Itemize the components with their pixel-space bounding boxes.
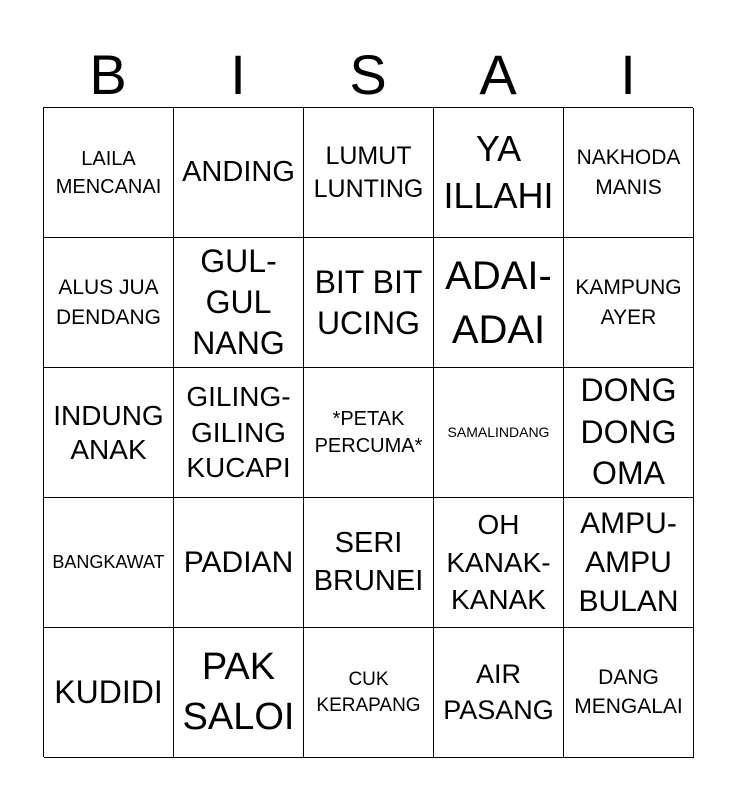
- bingo-cell[interactable]: SERI BRUNEI: [304, 498, 434, 628]
- header-letter-b: B: [89, 43, 127, 106]
- bingo-cell[interactable]: OH KANAK-KANAK: [434, 498, 564, 628]
- bingo-cell[interactable]: YA ILLAHI: [434, 108, 564, 238]
- bingo-cell[interactable]: CUK KERAPANG: [304, 628, 434, 758]
- bingo-cell[interactable]: LAILA MENCANAI: [44, 108, 174, 238]
- header-letter-s: S: [349, 43, 387, 106]
- bingo-cell[interactable]: GILING-GILING KUCAPI: [174, 368, 304, 498]
- bingo-cell[interactable]: BANGKAWAT: [44, 498, 174, 628]
- bingo-cell[interactable]: SAMALINDANG: [434, 368, 564, 498]
- header-letter-i-2: I: [620, 43, 636, 106]
- bingo-cell[interactable]: BIT BIT UCING: [304, 238, 434, 368]
- bingo-cell[interactable]: ALUS JUA DENDANG: [44, 238, 174, 368]
- bingo-cell[interactable]: AMPU-AMPU BULAN: [564, 498, 694, 628]
- header-letter-i: I: [230, 43, 246, 106]
- bingo-cell[interactable]: DONG DONG OMA: [564, 368, 694, 498]
- bingo-cell[interactable]: INDUNG ANAK: [44, 368, 174, 498]
- bingo-cell[interactable]: GUL-GUL NANG: [174, 238, 304, 368]
- bingo-cell[interactable]: ANDING: [174, 108, 304, 238]
- bingo-cell[interactable]: KUDIDI: [44, 628, 174, 758]
- bingo-card-grid: [43, 107, 693, 757]
- bingo-header: [43, 42, 693, 108]
- bingo-cell[interactable]: KAMPUNG AYER: [564, 238, 694, 368]
- bingo-cell[interactable]: ADAI-ADAI: [434, 238, 564, 368]
- bingo-cell[interactable]: LUMUT LUNTING: [304, 108, 434, 238]
- bingo-cell[interactable]: NAKHODA MANIS: [564, 108, 694, 238]
- bingo-cell[interactable]: PAK SALOI: [174, 628, 304, 758]
- bingo-cell[interactable]: DANG MENGALAI: [564, 628, 694, 758]
- bingo-cell[interactable]: PADIAN: [174, 498, 304, 628]
- header-letter-a: A: [479, 43, 517, 106]
- bingo-cell[interactable]: *PETAK PERCUMA*: [304, 368, 434, 498]
- bingo-cell[interactable]: AIR PASANG: [434, 628, 564, 758]
